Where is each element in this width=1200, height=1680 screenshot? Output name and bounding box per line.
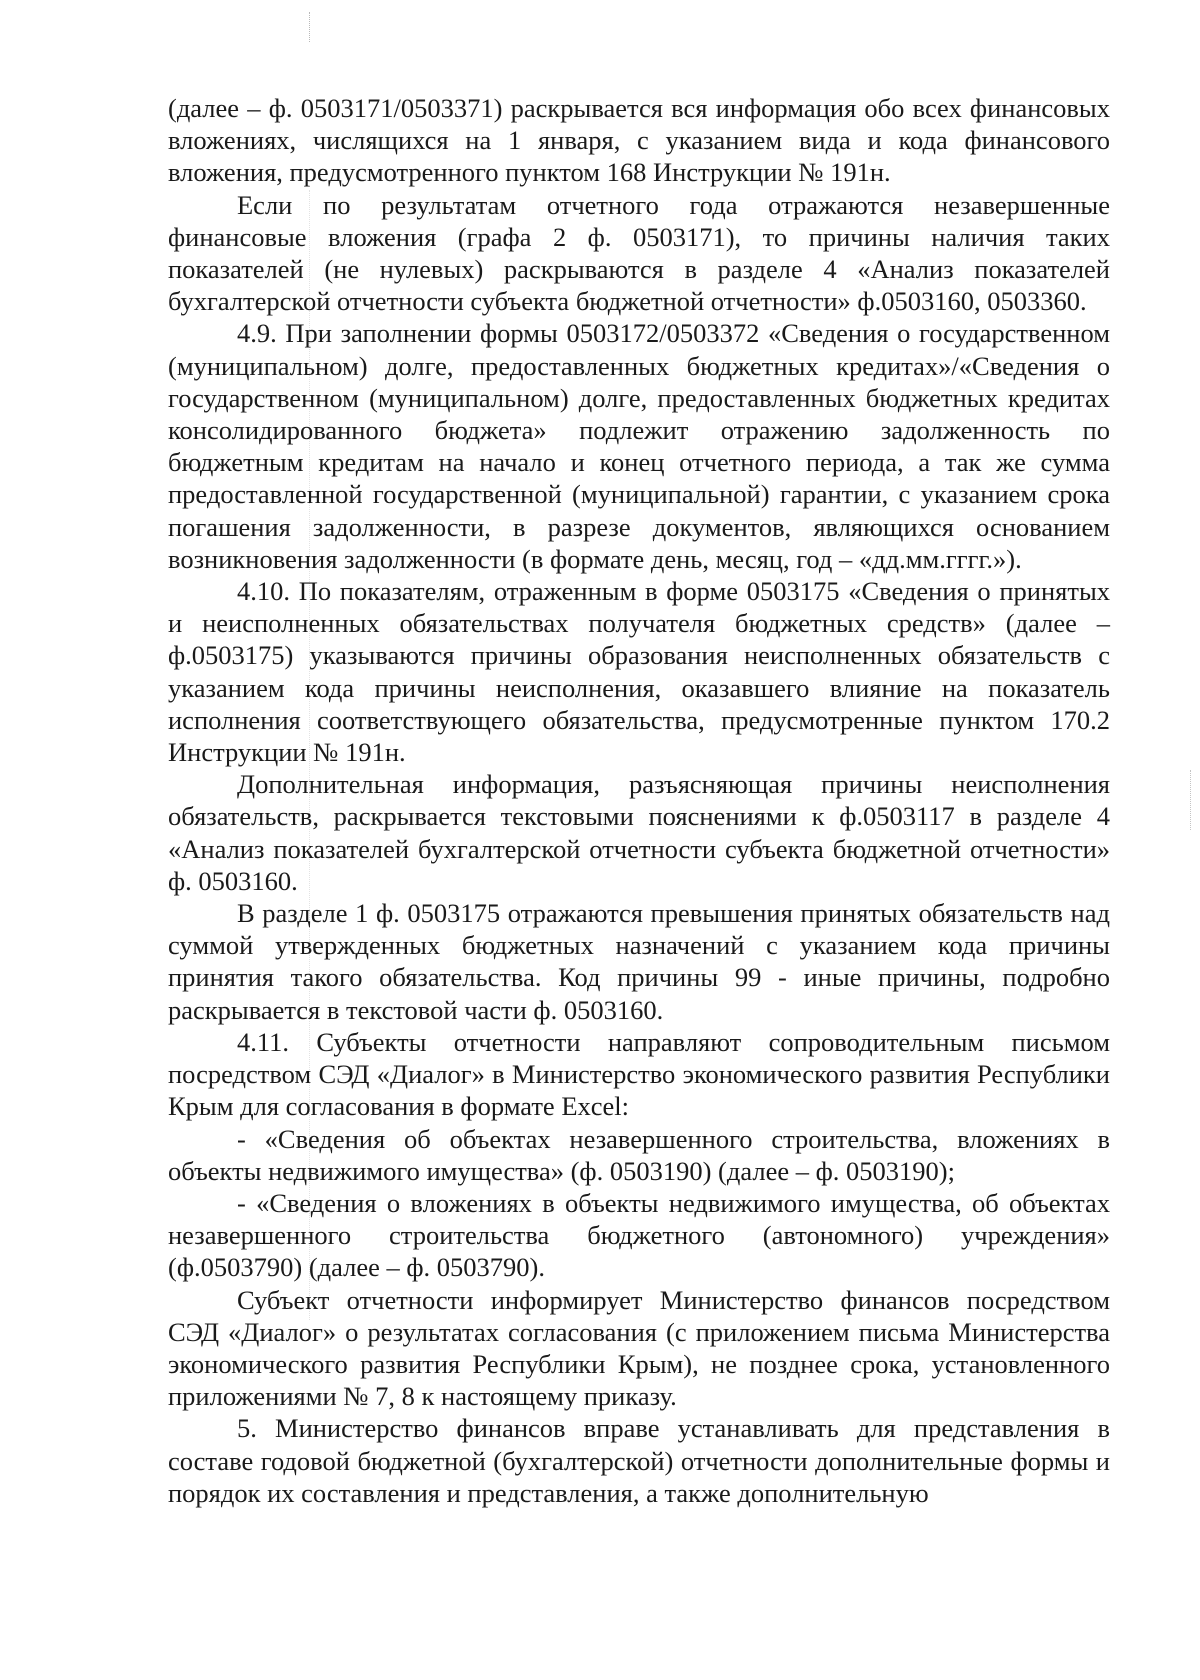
paragraph-4-9: 4.9. При заполнении формы 0503172/0503372 «Сведения о государственном (муниципальном) долге, предоставленных бюджетных кредитах»/«Сведения о государственном (муниципальном) долге, предоставленных бюджетных кредитах консолидированного бюджета» подлежит отражению задолженность по бюджетным кредитам на начало и конец отчетного периода, а так же сумма предоставленной государственной (муниципальной) гарантии, с указанием срока погашения задолженности, в разрезе документов, являющихся основанием возникновения задолженности (в формате день, месяц, год – «дд.мм.гггг.»).	[168, 318, 1110, 574]
paragraph-unfinished-investments: Если по результатам отчетного года отражаются незавершенные финансовые вложения (графа 2 ф. 0503171), то причины наличия таких показателей (не нулевых) раскрываются в разделе 4 «Анализ показателей бухгалтерской отчетности субъекта бюджетной отчетности» ф.0503160, 0503360.	[168, 189, 1110, 317]
paragraph-section-1: В разделе 1 ф. 0503175 отражаются превышения принятых обязательств над суммой утвержденных бюджетных назначений с указанием кода причины принятия такого обязательства. Код причины 99 - иные причины, подробно раскрывается в текстовой части ф. 0503160.	[168, 898, 1110, 1025]
paragraph-5: 5. Министерство финансов вправе устанавливать для представления в составе годовой бюджетной (бухгалтерской) отчетности дополнительные формы и порядок их составления и представления, а также дополнительную	[168, 1413, 1110, 1508]
list-item-form-0503190: - «Сведения об объектах незавершенного строительства, вложениях в объекты недвижимого имущества» (ф. 0503190) (далее – ф. 0503190);	[168, 1123, 1110, 1186]
list-item-form-0503790: - «Сведения о вложениях в объекты недвижимого имущества, об объектах незавершенного строительства бюджетного (автономного) учреждения» (ф.0503790) (далее – ф. 0503790).	[168, 1187, 1110, 1283]
paragraph-subject-informs: Субъект отчетности информирует Министерство финансов посредством СЭД «Диалог» о результатах согласования (с приложением письма Министерства экономического развития Республики Крым), не позднее срока, установленного приложениями № 7, 8 к настоящему приказу.	[168, 1284, 1110, 1412]
paragraph-4-10: 4.10. По показателям, отраженным в форме 0503175 «Сведения о принятых и неисполненных обязательствах получателя бюджетных средств» (далее – ф.0503175) указываются причины образования неисполненных обязательств с указанием кода причины неисполнения, оказавшего влияние на показатель исполнения соответствующего обязательства, предусмотренные пунктом 170.2 Инструкции № 191н.	[168, 576, 1110, 768]
scan-artifact-line	[309, 12, 311, 42]
paragraph-continuation: (далее – ф. 0503171/0503371) раскрывается вся информация обо всех финансовых вложениях, числящихся на 1 января, с указанием вида и кода финансового вложения, предусмотренного пунктом 168 Инструкции № 191н.	[168, 93, 1110, 188]
document-body	[168, 92, 1110, 1509]
paragraph-additional-info: Дополнительная информация, разъясняющая причины неисполнения обязательств, раскрывается текстовыми пояснениями к ф.0503117 в разделе 4 «Анализ показателей бухгалтерской отчетности субъекта бюджетной отчетности» ф. 0503160.	[168, 769, 1110, 896]
paragraph-4-11: 4.11. Субъекты отчетности направляют сопроводительным письмом посредством СЭД «Диалог» в Министерство экономического развития Республики Крым для согласования в формате Excel:	[168, 1026, 1110, 1122]
scan-artifact-line	[1190, 770, 1192, 830]
